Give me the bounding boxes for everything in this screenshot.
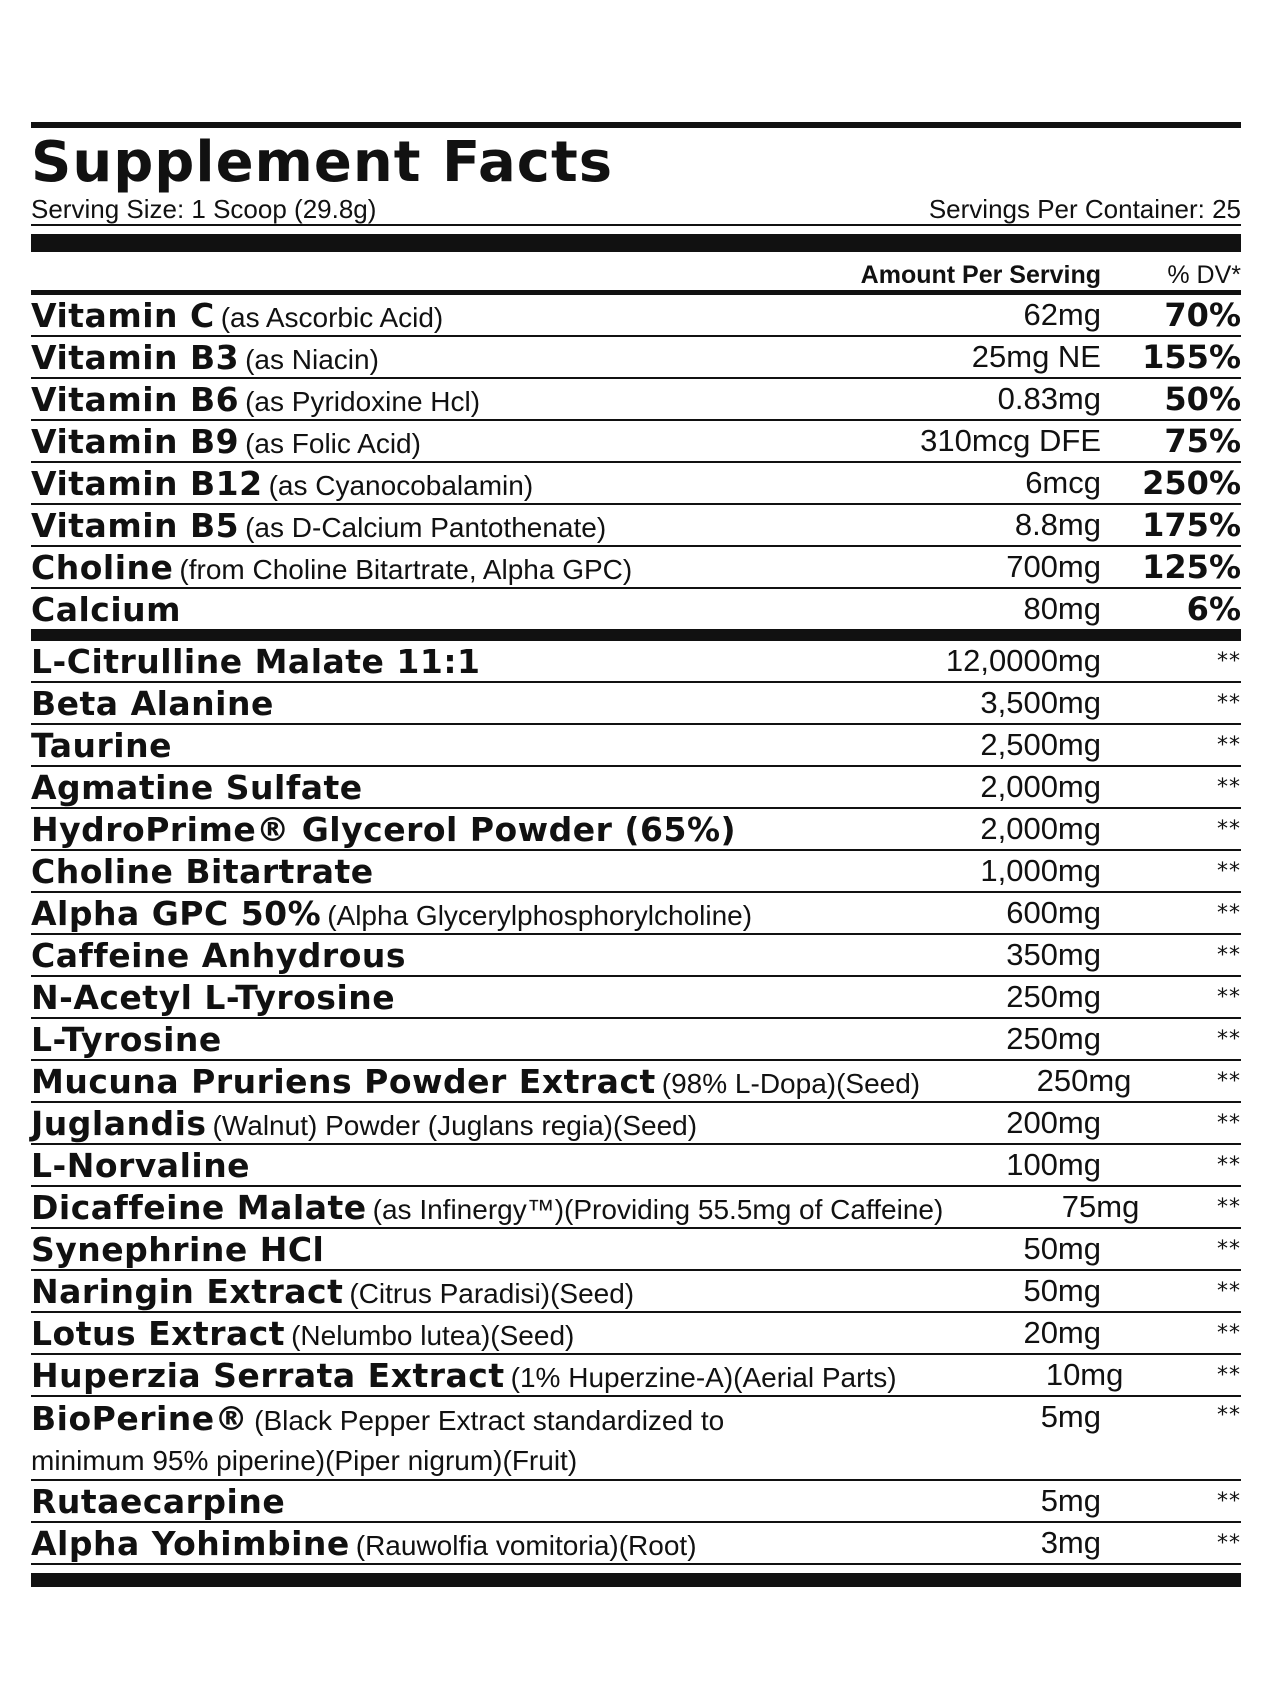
nutrient-name: L-Citrulline Malate 11:1: [31, 641, 481, 681]
ingredient-row: [31, 1355, 1241, 1397]
nutrient-description: (from Choline Bitartrate, Alpha GPC): [179, 553, 633, 585]
daily-value: **: [1217, 900, 1241, 926]
amount-per-serving: 62mg: [1023, 297, 1101, 332]
amount-per-serving: 250mg: [1006, 979, 1101, 1014]
row-label: [31, 1104, 831, 1143]
amount-per-serving: 600mg: [1006, 895, 1101, 930]
row-label: [31, 726, 831, 765]
nutrient-name: Mucuna Pruriens Powder Extract: [31, 1061, 656, 1101]
ingredient-row: [31, 851, 1241, 893]
amount-per-serving: 75mg: [1061, 1189, 1140, 1224]
supplement-facts-panel: [31, 122, 1241, 1587]
daily-value: **: [1217, 816, 1241, 842]
nutrient-name: Rutaecarpine: [31, 1481, 286, 1521]
nutrient-name: Dicaffeine Malate: [31, 1187, 367, 1227]
ingredient-row: [31, 1523, 1241, 1565]
daily-value: **: [1217, 984, 1241, 1010]
row-label: [31, 1146, 831, 1185]
nutrient-name: Choline: [31, 547, 174, 587]
row-label: [31, 1188, 943, 1227]
divider-thick: [31, 234, 1241, 252]
row-label: [31, 1397, 831, 1481]
amount-per-serving: 0.83mg: [997, 381, 1101, 416]
daily-value: **: [1217, 1152, 1241, 1178]
panel-title: Supplement Facts: [31, 130, 614, 195]
daily-value: **: [1217, 1236, 1241, 1262]
row-label: [31, 1356, 897, 1395]
amount-per-serving: 2,000mg: [980, 811, 1101, 846]
ingredient-row: [31, 977, 1241, 1019]
nutrient-name: Vitamin B12: [31, 463, 263, 503]
daily-value: 75%: [1164, 422, 1241, 460]
row-label: [31, 1020, 831, 1059]
daily-value: **: [1217, 1068, 1241, 1094]
vitamin-row: [31, 295, 1241, 337]
nutrient-name: Calcium: [31, 589, 182, 629]
column-header: [31, 252, 1241, 295]
row-label: [31, 810, 831, 849]
nutrient-description: (Nelumbo lutea)(Seed): [291, 1319, 575, 1351]
ingredient-row: [31, 935, 1241, 977]
daily-value: 70%: [1164, 296, 1241, 334]
nutrient-name: Lotus Extract: [31, 1313, 286, 1353]
vitamin-row: [31, 379, 1241, 421]
daily-value: 155%: [1142, 338, 1241, 376]
divider-medium: [31, 631, 1241, 641]
row-label: [31, 548, 831, 587]
row-label: [31, 380, 831, 419]
nutrient-description: (Alpha Glycerylphosphorylcholine): [327, 899, 753, 931]
nutrient-name: Vitamin B3: [31, 337, 240, 377]
nutrient-name: Alpha GPC 50%: [31, 893, 322, 933]
row-label: [31, 768, 831, 807]
vitamin-row: [31, 547, 1241, 589]
row-label: [31, 1524, 831, 1563]
nutrient-name: Beta Alanine: [31, 683, 274, 723]
daily-value: **: [1217, 1403, 1241, 1428]
row-label: [31, 894, 831, 933]
amount-per-serving: 5mg: [1040, 1483, 1101, 1518]
amount-per-serving: 80mg: [1023, 591, 1101, 626]
amount-per-serving: 250mg: [1006, 1021, 1101, 1056]
ingredient-row: [31, 725, 1241, 767]
daily-value: 50%: [1164, 380, 1241, 418]
daily-value: **: [1217, 1278, 1241, 1304]
daily-value: **: [1217, 1026, 1241, 1052]
dv-header: % DV*: [1167, 261, 1241, 289]
vitamin-row: [31, 589, 1241, 631]
ingredient-section: [31, 641, 1241, 1565]
nutrient-description: (Walnut) Powder (Juglans regia)(Seed): [212, 1109, 698, 1141]
vitamin-row: [31, 463, 1241, 505]
daily-value: **: [1217, 1110, 1241, 1136]
ingredient-row: [31, 1103, 1241, 1145]
servings-per-container: Servings Per Container: 25: [928, 194, 1241, 224]
daily-value: **: [1217, 732, 1241, 758]
amount-per-serving: 310mcg DFE: [920, 423, 1101, 458]
row-label: [31, 1062, 920, 1101]
vitamin-section: [31, 295, 1241, 631]
nutrient-description: (98% L-Dopa)(Seed): [661, 1067, 921, 1099]
row-label: [31, 642, 831, 681]
serving-size: Serving Size: 1 Scoop (29.8g): [31, 194, 377, 224]
row-label: [31, 684, 831, 723]
nutrient-name: L-Norvaline: [31, 1145, 251, 1185]
vitamin-row: [31, 337, 1241, 379]
ingredient-row: [31, 1229, 1241, 1271]
daily-value: **: [1217, 1194, 1241, 1220]
amount-per-serving: 5mg: [1040, 1399, 1101, 1434]
nutrient-name: Vitamin B5: [31, 505, 240, 545]
daily-value: **: [1217, 690, 1241, 716]
nutrient-name: Vitamin B9: [31, 421, 240, 461]
row-label: [31, 1482, 831, 1521]
amount-per-serving: 50mg: [1023, 1231, 1101, 1266]
nutrient-description: (as D-Calcium Pantothenate): [245, 511, 607, 543]
nutrient-name: Juglandis: [31, 1103, 207, 1143]
nutrient-description: (1% Huperzine-A)(Aerial Parts): [510, 1361, 897, 1393]
daily-value: **: [1217, 774, 1241, 800]
amount-per-serving: 700mg: [1006, 549, 1101, 584]
amount-per-serving: 6mcg: [1025, 465, 1101, 500]
nutrient-name: Vitamin C: [31, 295, 215, 335]
amount-per-serving: 200mg: [1006, 1105, 1101, 1140]
nutrient-name: Agmatine Sulfate: [31, 767, 363, 807]
daily-value: **: [1217, 942, 1241, 968]
row-label: [31, 506, 831, 545]
ingredient-row: [31, 1061, 1241, 1103]
ingredient-row: [31, 1187, 1241, 1229]
nutrient-description: (Citrus Paradisi)(Seed): [349, 1277, 635, 1309]
daily-value: **: [1217, 1530, 1241, 1556]
nutrient-name: Synephrine HCl: [31, 1229, 325, 1269]
amount-per-serving: 8.8mg: [1014, 507, 1101, 542]
nutrient-description: (Black Pepper Extract standardized to minimum 95% piperine)(Piper nigrum)(Fruit): [31, 1405, 725, 1476]
nutrient-description: (as Pyridoxine Hcl): [245, 385, 481, 417]
amount-per-serving: 12,0000mg: [945, 643, 1101, 678]
amount-per-serving: 350mg: [1006, 937, 1101, 972]
amount-per-serving: 50mg: [1023, 1273, 1101, 1308]
nutrient-name: Taurine: [31, 725, 172, 765]
ingredient-row: [31, 809, 1241, 851]
ingredient-row: [31, 1397, 1241, 1481]
row-label: [31, 852, 831, 891]
row-label: [31, 1230, 831, 1269]
nutrient-description: (as Infinergy™)(Providing 55.5mg of Caffeine): [372, 1193, 944, 1225]
ingredient-row: [31, 641, 1241, 683]
amount-per-serving: 3mg: [1040, 1525, 1101, 1560]
ingredient-row: [31, 1145, 1241, 1187]
nutrient-description: (as Cyanocobalamin): [268, 469, 534, 501]
ingredient-row: [31, 683, 1241, 725]
row-label: [31, 296, 831, 335]
daily-value: **: [1217, 858, 1241, 884]
nutrient-description: (as Niacin): [245, 343, 379, 375]
amount-per-serving: 3,500mg: [980, 685, 1101, 720]
amount-header: Amount Per Serving: [860, 261, 1101, 289]
nutrient-name: Caffeine Anhydrous: [31, 935, 406, 975]
nutrient-description: (as Ascorbic Acid): [220, 301, 444, 333]
nutrient-description: (as Folic Acid): [245, 427, 421, 459]
daily-value: 175%: [1142, 506, 1241, 544]
daily-value: 250%: [1142, 464, 1241, 502]
nutrient-name: HydroPrime® Glycerol Powder (65%): [31, 809, 737, 849]
daily-value: **: [1217, 1320, 1241, 1346]
daily-value: **: [1217, 1488, 1241, 1514]
amount-per-serving: 250mg: [1036, 1063, 1132, 1098]
row-label: [31, 422, 831, 461]
amount-per-serving: 25mg NE: [971, 339, 1101, 374]
amount-per-serving: 1,000mg: [980, 853, 1101, 888]
daily-value: 6%: [1186, 590, 1241, 628]
serving-info: [31, 194, 1241, 226]
ingredient-row: [31, 1313, 1241, 1355]
row-label: [31, 978, 831, 1017]
ingredient-row: [31, 1271, 1241, 1313]
top-rule: [31, 122, 1241, 128]
row-label: [31, 1272, 831, 1311]
ingredient-row: [31, 1481, 1241, 1523]
nutrient-name: Huperzia Serrata Extract: [31, 1355, 505, 1395]
daily-value: 125%: [1142, 548, 1241, 586]
ingredient-row: [31, 1019, 1241, 1061]
amount-per-serving: 10mg: [1045, 1357, 1124, 1392]
row-label: [31, 590, 831, 629]
nutrient-name: Alpha Yohimbine: [31, 1523, 350, 1563]
vitamin-row: [31, 421, 1241, 463]
row-label: [31, 1314, 831, 1353]
nutrient-name: L-Tyrosine: [31, 1019, 222, 1059]
row-label: [31, 338, 831, 377]
daily-value: **: [1217, 648, 1241, 674]
nutrient-name: N-Acetyl L-Tyrosine: [31, 977, 396, 1017]
row-label: [31, 464, 831, 503]
nutrient-name: Naringin Extract: [31, 1271, 344, 1311]
vitamin-row: [31, 505, 1241, 547]
nutrient-name: Choline Bitartrate: [31, 851, 374, 891]
bottom-rule: [31, 1573, 1241, 1587]
amount-per-serving: 2,000mg: [980, 769, 1101, 804]
amount-per-serving: 100mg: [1006, 1147, 1101, 1182]
nutrient-name: BioPerine®: [31, 1399, 249, 1438]
amount-per-serving: 20mg: [1023, 1315, 1101, 1350]
row-label: [31, 936, 831, 975]
daily-value: **: [1217, 1362, 1241, 1388]
nutrient-name: Vitamin B6: [31, 379, 240, 419]
ingredient-row: [31, 767, 1241, 809]
ingredient-row: [31, 893, 1241, 935]
amount-per-serving: 2,500mg: [980, 727, 1101, 762]
nutrient-description: (Rauwolfia vomitoria)(Root): [355, 1529, 697, 1561]
